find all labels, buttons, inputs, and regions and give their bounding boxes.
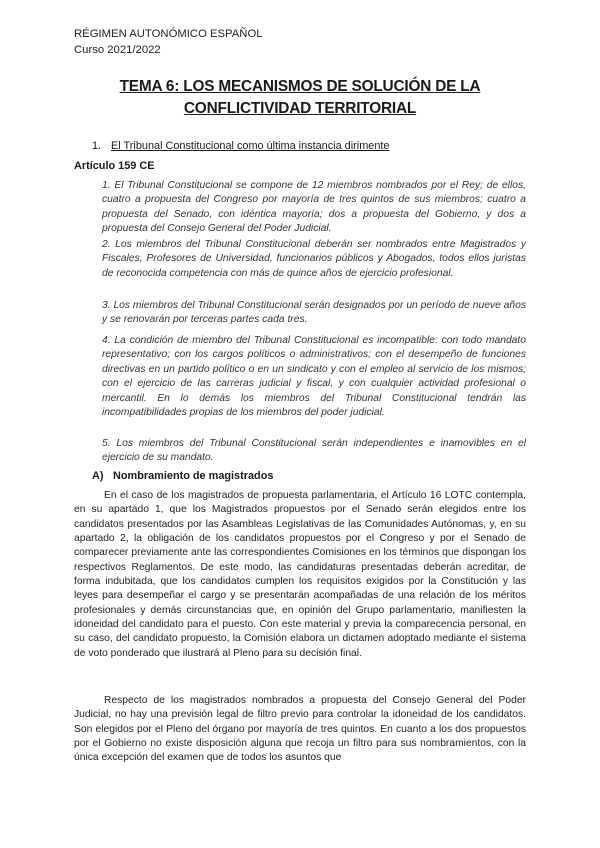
subsection-letter: A) [92, 470, 104, 482]
section-title: El Tribunal Constitucional como última instancia dirimente [111, 140, 390, 152]
body-paragraph-1: En el caso de los magistrados de propuesta parlamentaria, el Artículo 16 LOTC contempla, en su apartado 1, que los Magistrados propuestos por el Senado serán elegidos entre los candidatos presentados por las Asambleas Legislativas de las Comunidades Autónomas, y, en su apartado 2, la obligación de los candidatos propuestos por el Congreso y por el Senado de comparecer previamente ante las correspondientes Comisiones en los términos que dispongan los respectivos Reglamentos. De este modo, las candidaturas presentadas deberán acreditar, de forma indubitada, que los candidatos cumplen los requisitos exigidos por la Constitución y las leyes para desempeñar el cargo y se presentarán acompañadas de una relación de los méritos profesionales y demás circunstancias que, en opinión del Grupo parlamentario, manifiesten la idoneidad del candidato para el puesto. Con este material y previa la comparecencia personal, en su caso, del candidato propuesto, la Comisión elabora un dictamen adoptado mediante el sistema de voto ponderado que ilustrará al Pleno para su decisión final. [74, 490, 526, 659]
header-course-title: RÉGIMEN AUTONÓMICO ESPAÑOL [74, 28, 263, 40]
section-heading-1 [92, 140, 389, 152]
header-course-year: Curso 2021/2022 [74, 43, 161, 56]
article-paragraph-5: 5. Los miembros del Tribunal Constitucional serán independientes e inamovibles en el ejercicio de su mandato. [102, 438, 526, 464]
page-title: TEMA 6: LOS MECANISMOS DE SOLUCIÓN DE LA CONFLICTIVIDAD TERRITORIAL [119, 78, 481, 117]
article-heading: Artículo 159 CE [74, 160, 155, 172]
article-paragraph-4: 4. La condición de miembro del Tribunal Constitucional es incompatible: con todo mandato representativo; con los cargos políticos o administrativos; con el desempeño de funciones directivas en un partido político o en un sindicato y con el empleo al servicio de los mismos; con el ejercicio de las carreras judicial y fiscal, y con cualquier actividad profesional o mercantil. En lo demás los miembros del Tribunal Constitucional tendrán las incompatibilidades propias de los miembros del poder judicial. [102, 335, 526, 419]
section-number: 1. [92, 140, 102, 152]
article-paragraph-1: 1. El Tribunal Constitucional se compone de 12 miembros nombrados por el Rey; de ellos, cuatro a propuesta del Congreso por mayoría de tres quintos de sus miembros; cuatro a propuesta del Senado, con idéntica mayoría; dos a propuesta del Gobierno, y dos a propuesta del Consejo General del Poder Judicial. [102, 180, 526, 235]
subsection-heading-a [92, 470, 273, 482]
document-header [74, 27, 263, 58]
body-paragraph-2: Respecto de los magistrados nombrados a propuesta del Consejo General del Poder Judicial, no hay una previsión legal de filtro previo para controlar la idoneidad de los candidatos. Son elegidos por el Pleno del órgano por mayoría de tres quintos. En cuanto a los dos propuestos por el Gobierno no existe disposición alguna que recoja un filtro para sus nombramientos, con la única excepción del examen que de todos los asuntos que [74, 695, 526, 764]
article-paragraph-3: 3. Los miembros del Tribunal Constitucional serán designados por un período de nueve años y se renovarán por terceras partes cada tres. [102, 300, 526, 326]
article-paragraph-2: 2. Los miembros del Tribunal Constitucional deberán ser nombrados entre Magistrados y Fiscales, Profesores de Universidad, funcionarios públicos y Abogados, todos ellos juristas de reconocida competencia con más de quince años de ejercicio profesional. [102, 239, 526, 279]
subsection-title: Nombramiento de magistrados [113, 470, 274, 482]
